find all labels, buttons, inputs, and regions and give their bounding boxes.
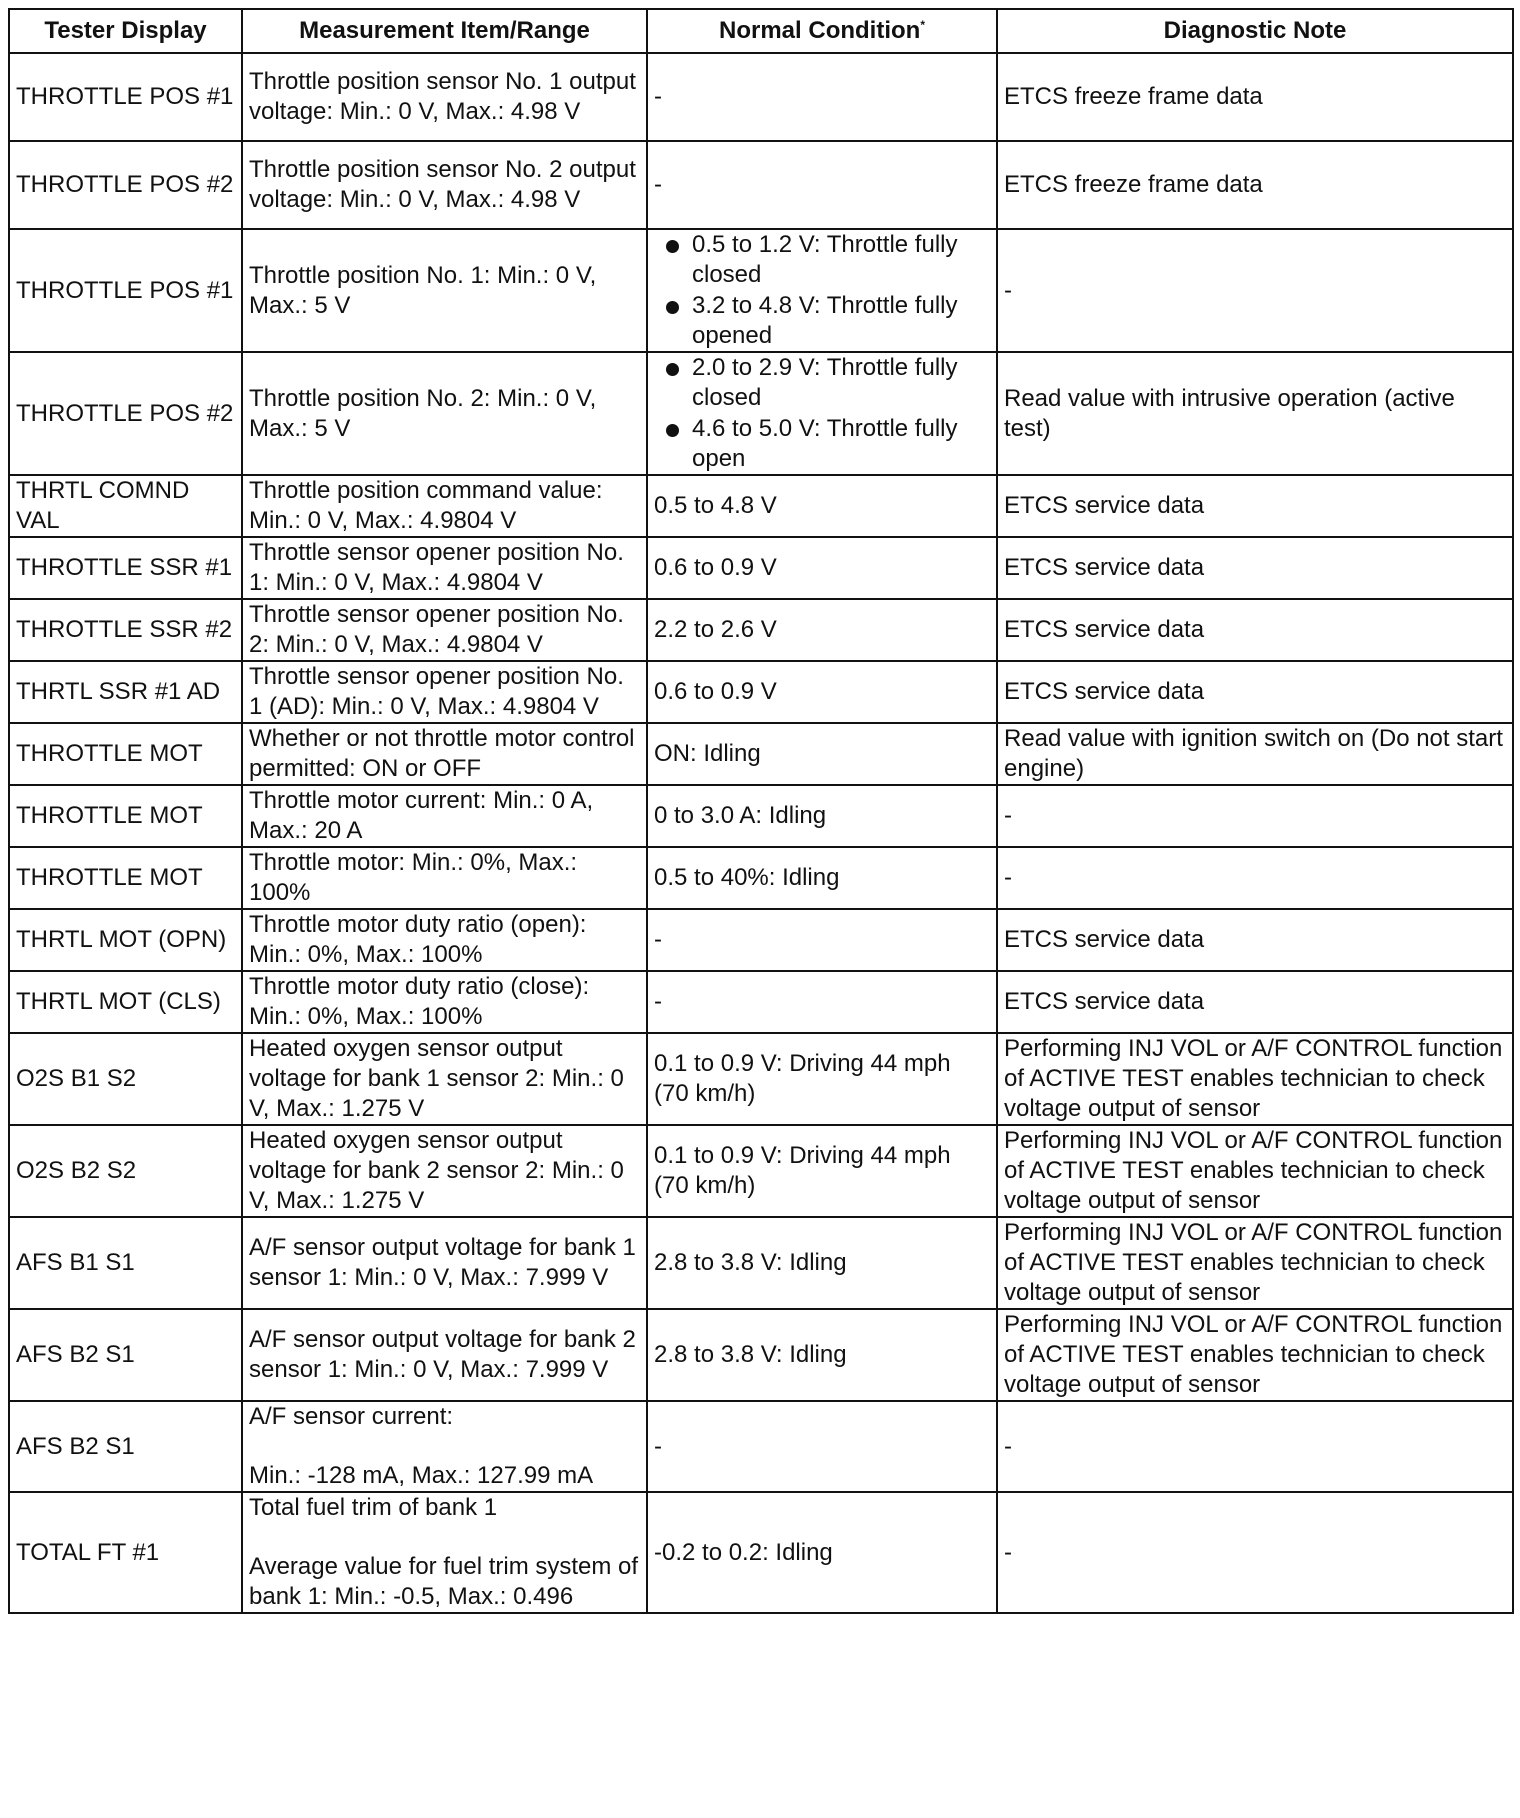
- diagnostic-note-cell: ETCS service data: [997, 971, 1513, 1033]
- normal-condition-cell: 0.5 to 40%: Idling: [647, 847, 997, 909]
- measurement-line: Total fuel trim of bank 1: [249, 1494, 498, 1521]
- table-row: [9, 661, 1513, 723]
- measurement-item-cell: [242, 1309, 647, 1401]
- normal-condition-cell: 2.2 to 2.6 V: [647, 599, 997, 661]
- diagnostic-note-cell: -: [997, 847, 1513, 909]
- bullet-item: [648, 230, 990, 290]
- measurement-line: Throttle motor duty ratio (close): Min.: 0%, Max.: 100%: [249, 973, 590, 1030]
- header-measurement-item: Measurement Item/Range: [242, 9, 647, 53]
- tester-display-cell: THROTTLE POS #1: [9, 229, 242, 352]
- measurement-item-cell: [242, 537, 647, 599]
- diagnostic-note-cell: -: [997, 785, 1513, 847]
- table-row: [9, 599, 1513, 661]
- tester-display-cell: TOTAL FT #1: [9, 1492, 242, 1613]
- normal-condition-cell: -0.2 to 0.2: Idling: [647, 1492, 997, 1613]
- table-row: [9, 1125, 1513, 1217]
- header-normal-condition: [647, 9, 997, 53]
- measurement-item-cell: [242, 1217, 647, 1309]
- measurement-item-cell: [242, 1401, 647, 1492]
- diagnostic-note-cell: ETCS freeze frame data: [997, 141, 1513, 229]
- measurement-item-cell: [242, 1033, 647, 1125]
- table-row: [9, 1033, 1513, 1125]
- bullet-text: 3.2 to 4.8 V: Throttle fully opened: [692, 292, 958, 349]
- normal-condition-cell: [647, 352, 997, 475]
- diagnostic-note-cell: Read value with intrusive operation (active test): [997, 352, 1513, 475]
- measurement-line: A/F sensor current:: [249, 1403, 454, 1430]
- table-row: [9, 971, 1513, 1033]
- diagnostic-note-cell: ETCS service data: [997, 475, 1513, 537]
- table-row: [9, 785, 1513, 847]
- measurement-item-cell: [242, 1492, 647, 1613]
- tester-display-cell: O2S B1 S2: [9, 1033, 242, 1125]
- measurement-item-cell: [242, 847, 647, 909]
- measurement-line: A/F sensor output voltage for bank 2 sensor 1: Min.: 0 V, Max.: 7.999 V: [249, 1326, 636, 1383]
- diagnostic-note-cell: ETCS freeze frame data: [997, 53, 1513, 141]
- tester-display-cell: THROTTLE MOT: [9, 723, 242, 785]
- tester-display-cell: O2S B2 S2: [9, 1125, 242, 1217]
- measurement-item-cell: [242, 1125, 647, 1217]
- header-tester-display: Tester Display: [9, 9, 242, 53]
- header-normal-condition-label: Normal Condition: [719, 17, 921, 44]
- header-row: [9, 9, 1513, 53]
- diagnostic-note-cell: Performing INJ VOL or A/F CONTROL function of ACTIVE TEST enables technician to check voltage output of sensor: [997, 1033, 1513, 1125]
- diagnostic-note-cell: -: [997, 229, 1513, 352]
- tester-display-cell: AFS B1 S1: [9, 1217, 242, 1309]
- table-row: [9, 475, 1513, 537]
- measurement-item-cell: [242, 141, 647, 229]
- table-row: [9, 1309, 1513, 1401]
- normal-condition-cell: 0.5 to 4.8 V: [647, 475, 997, 537]
- normal-condition-cell: 2.8 to 3.8 V: Idling: [647, 1309, 997, 1401]
- normal-condition-cell: [647, 229, 997, 352]
- normal-condition-cell: -: [647, 909, 997, 971]
- normal-condition-cell: 0.1 to 0.9 V: Driving 44 mph (70 km/h): [647, 1033, 997, 1125]
- tester-display-cell: THROTTLE POS #2: [9, 141, 242, 229]
- tester-display-cell: THRTL SSR #1 AD: [9, 661, 242, 723]
- measurement-item-cell: [242, 475, 647, 537]
- measurement-item-cell: [242, 723, 647, 785]
- table-row: [9, 1401, 1513, 1492]
- table-row: [9, 141, 1513, 229]
- table-header: [9, 9, 1513, 53]
- measurement-item-cell: [242, 661, 647, 723]
- bullet-icon: [666, 424, 679, 437]
- footnote-mark: *: [920, 18, 925, 32]
- tester-display-cell: AFS B2 S1: [9, 1309, 242, 1401]
- table-row: [9, 352, 1513, 475]
- diagnostic-note-cell: ETCS service data: [997, 537, 1513, 599]
- diagnostic-note-cell: -: [997, 1401, 1513, 1492]
- table-body: [9, 53, 1513, 1613]
- tester-display-cell: THROTTLE POS #2: [9, 352, 242, 475]
- measurement-item-cell: [242, 229, 647, 352]
- measurement-line: Throttle sensor opener position No. 2: Min.: 0 V, Max.: 4.9804 V: [249, 601, 624, 658]
- tester-display-cell: THRTL MOT (OPN): [9, 909, 242, 971]
- normal-condition-cell: 0.6 to 0.9 V: [647, 661, 997, 723]
- header-diagnostic-note: Diagnostic Note: [997, 9, 1513, 53]
- normal-condition-cell: 0.1 to 0.9 V: Driving 44 mph (70 km/h): [647, 1125, 997, 1217]
- diagnostic-note-cell: ETCS service data: [997, 661, 1513, 723]
- diagnostic-note-cell: Performing INJ VOL or A/F CONTROL function of ACTIVE TEST enables technician to check voltage output of sensor: [997, 1125, 1513, 1217]
- normal-condition-cell: 2.8 to 3.8 V: Idling: [647, 1217, 997, 1309]
- tester-display-cell: THRTL COMND VAL: [9, 475, 242, 537]
- diagnostic-note-cell: Performing INJ VOL or A/F CONTROL function of ACTIVE TEST enables technician to check voltage output of sensor: [997, 1217, 1513, 1309]
- data-list-table: [8, 8, 1514, 1614]
- measurement-line: Average value for fuel trim system of bank 1: Min.: -0.5, Max.: 0.496: [249, 1553, 639, 1610]
- measurement-line: Throttle position command value: Min.: 0 V, Max.: 4.9804 V: [249, 477, 603, 534]
- measurement-line: Throttle sensor opener position No. 1 (AD): Min.: 0 V, Max.: 4.9804 V: [249, 663, 624, 720]
- normal-condition-list: [648, 230, 990, 351]
- diagnostic-note-cell: Read value with ignition switch on (Do not start engine): [997, 723, 1513, 785]
- measurement-item-cell: [242, 785, 647, 847]
- measurement-line: Throttle motor duty ratio (open): Min.: 0%, Max.: 100%: [249, 911, 587, 968]
- table-row: [9, 909, 1513, 971]
- normal-condition-cell: 0.6 to 0.9 V: [647, 537, 997, 599]
- table-row: [9, 1492, 1513, 1613]
- tester-display-cell: THROTTLE SSR #2: [9, 599, 242, 661]
- measurement-line: Throttle motor: Min.: 0%, Max.: 100%: [249, 849, 578, 906]
- table-row: [9, 723, 1513, 785]
- table-row: [9, 1217, 1513, 1309]
- bullet-item: [648, 353, 990, 413]
- measurement-line: Throttle motor current: Min.: 0 A, Max.: 20 A: [249, 787, 594, 844]
- bullet-text: 0.5 to 1.2 V: Throttle fully closed: [692, 231, 958, 288]
- diagnostic-note-cell: ETCS service data: [997, 909, 1513, 971]
- normal-condition-cell: -: [647, 141, 997, 229]
- measurement-line: Heated oxygen sensor output voltage for bank 2 sensor 2: Min.: 0 V, Max.: 1.275 V: [249, 1127, 624, 1214]
- bullet-item: [648, 414, 990, 474]
- tester-display-cell: THROTTLE POS #1: [9, 53, 242, 141]
- diagnostic-note-cell: ETCS service data: [997, 599, 1513, 661]
- bullet-icon: [666, 240, 679, 253]
- measurement-line: Throttle position sensor No. 2 output voltage: Min.: 0 V, Max.: 4.98 V: [249, 156, 636, 213]
- diagnostic-note-cell: -: [997, 1492, 1513, 1613]
- measurement-line: A/F sensor output voltage for bank 1 sensor 1: Min.: 0 V, Max.: 7.999 V: [249, 1234, 636, 1291]
- normal-condition-cell: -: [647, 1401, 997, 1492]
- bullet-text: 4.6 to 5.0 V: Throttle fully open: [692, 415, 958, 472]
- measurement-item-cell: [242, 971, 647, 1033]
- table-row: [9, 229, 1513, 352]
- measurement-line: Throttle sensor opener position No. 1: Min.: 0 V, Max.: 4.9804 V: [249, 539, 624, 596]
- bullet-item: [648, 291, 990, 351]
- normal-condition-cell: ON: Idling: [647, 723, 997, 785]
- bullet-icon: [666, 301, 679, 314]
- tester-display-cell: AFS B2 S1: [9, 1401, 242, 1492]
- table-row: [9, 537, 1513, 599]
- tester-display-cell: THROTTLE MOT: [9, 785, 242, 847]
- measurement-item-cell: [242, 352, 647, 475]
- bullet-text: 2.0 to 2.9 V: Throttle fully closed: [692, 354, 958, 411]
- bullet-icon: [666, 363, 679, 376]
- measurement-line: Whether or not throttle motor control permitted: ON or OFF: [249, 725, 635, 782]
- tester-display-cell: THROTTLE MOT: [9, 847, 242, 909]
- diagnostic-note-cell: Performing INJ VOL or A/F CONTROL function of ACTIVE TEST enables technician to check voltage output of sensor: [997, 1309, 1513, 1401]
- measurement-line: Heated oxygen sensor output voltage for bank 1 sensor 2: Min.: 0 V, Max.: 1.275 V: [249, 1035, 624, 1122]
- table-row: [9, 53, 1513, 141]
- measurement-item-cell: [242, 53, 647, 141]
- normal-condition-cell: -: [647, 53, 997, 141]
- measurement-line: Throttle position sensor No. 1 output voltage: Min.: 0 V, Max.: 4.98 V: [249, 68, 636, 125]
- normal-condition-cell: 0 to 3.0 A: Idling: [647, 785, 997, 847]
- measurement-line: Min.: -128 mA, Max.: 127.99 mA: [249, 1462, 594, 1489]
- measurement-line: Throttle position No. 1: Min.: 0 V, Max.: 5 V: [249, 261, 597, 319]
- normal-condition-cell: -: [647, 971, 997, 1033]
- table-row: [9, 847, 1513, 909]
- measurement-line: Throttle position No. 2: Min.: 0 V, Max.: 5 V: [249, 384, 597, 442]
- normal-condition-list: [648, 353, 990, 474]
- measurement-item-cell: [242, 909, 647, 971]
- tester-display-cell: THRTL MOT (CLS): [9, 971, 242, 1033]
- page: [8, 8, 1512, 1614]
- tester-display-cell: THROTTLE SSR #1: [9, 537, 242, 599]
- measurement-item-cell: [242, 599, 647, 661]
